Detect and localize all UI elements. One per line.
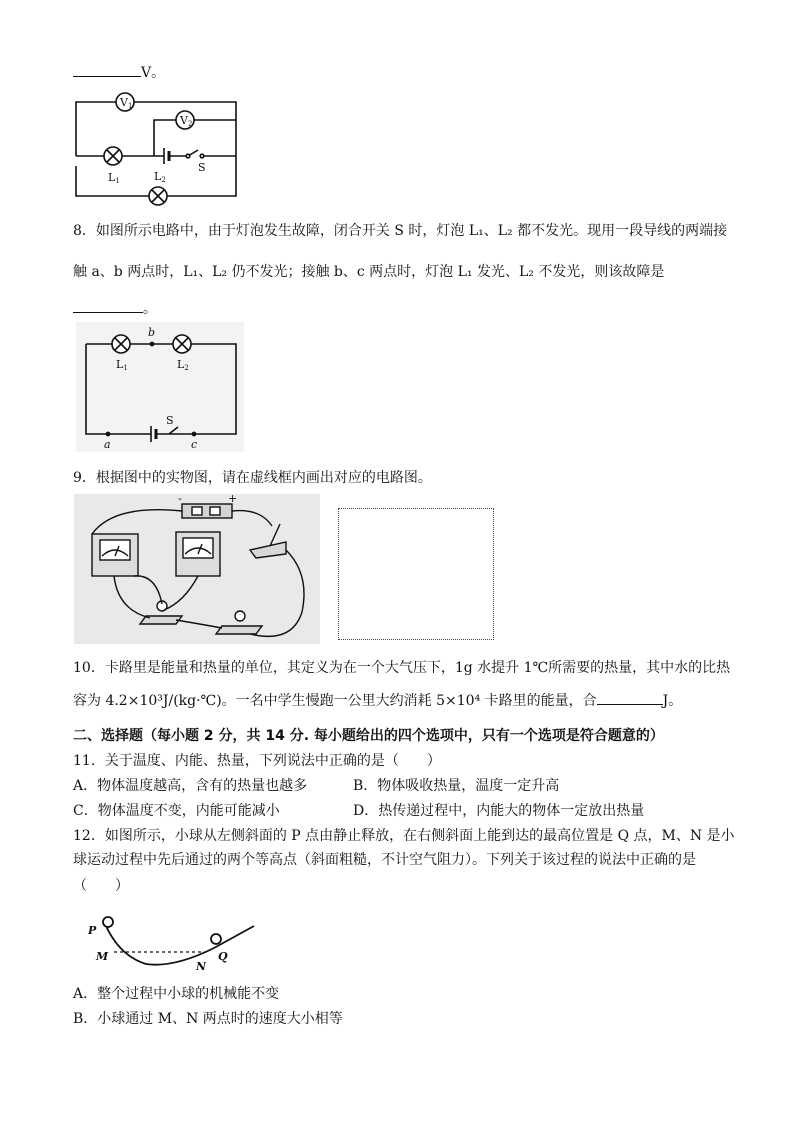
q11-option-c[interactable]: C．物体温度不变，内能可能减小 [73, 803, 280, 819]
q7-l2-label: L2 [154, 170, 166, 184]
q12-line2: 球运动过程中先后通过的两个等高点（斜面粗糙，不计空气阻力）。下列关于该过程的说法中正确的是 [73, 852, 696, 868]
q8-c-label: c [191, 438, 198, 451]
q10-line1: 10．卡路里是能量和热量的单位，其定义为在一个大气压下，1g 水提升 1℃所需要的热量，其中水的比热 [73, 660, 731, 676]
q8-s-label: S [166, 414, 174, 427]
q7-v1-label: V1 [120, 96, 133, 110]
q12-m-label: M [96, 950, 109, 963]
q10-line2-b: J。 [662, 693, 683, 709]
q8-blank[interactable] [73, 298, 143, 313]
q8-line1: 8．如图所示电路中，由于灯泡发生故障，闭合开关 S 时，灯泡 L₁、L₂ 都不发光。现用一段导线的两端接 [73, 223, 728, 239]
q7-answer-line [73, 62, 165, 83]
q10-blank[interactable] [597, 690, 663, 705]
q8-line2: 触 a、b 两点时，L₁、L₂ 仍不发光；接触 b、c 两点时，灯泡 L₁ 发光、L₂ 不发光，则该故障是 [73, 264, 665, 280]
q9-apparatus-picture [74, 494, 320, 644]
q11-option-d[interactable]: D．热传递过程中，内能大的物体一定放出热量 [353, 803, 645, 819]
section2-heading: 二、选择题（每小题 2 分，共 14 分. 每小题给出的四个选项中，只有一个选项是符合题意的） [73, 728, 664, 744]
q9-minus-label: - [178, 492, 182, 505]
q11-option-b[interactable]: B．物体吸收热量，温度一定升高 [353, 778, 560, 794]
q12-line1: 12．如图所示，小球从左侧斜面的 P 点由静止释放，在右侧斜面上能到达的最高位置是 Q 点，M、N 是小 [73, 828, 735, 844]
q10-line2 [73, 690, 682, 711]
q8-circuit-diagram [76, 322, 244, 452]
q7-circuit-diagram [68, 88, 243, 200]
q8-l2-label: L2 [177, 358, 189, 372]
q11-stem: 11．关于温度、内能、热量，下列说法中正确的是（ ） [73, 753, 441, 769]
q12-option-b[interactable]: B．小球通过 M、N 两点时的速度大小相等 [73, 1011, 343, 1027]
q12-p-label: P [88, 924, 97, 937]
q7-l1-label: L1 [108, 171, 120, 185]
q12-line3: （ ） [73, 878, 129, 894]
q12-slope-diagram [86, 912, 256, 974]
q7-blank[interactable] [73, 62, 141, 77]
q9-text: 9．根据图中的实物图，请在虚线框内画出对应的电路图。 [73, 470, 432, 486]
q7-s-label: S [198, 161, 206, 174]
q8-b-label: b [148, 326, 156, 339]
q11-option-a[interactable]: A．物体温度越高，含有的热量也越多 [73, 778, 308, 794]
q9-answer-box[interactable] [338, 508, 494, 640]
q8-l1-label: L1 [116, 358, 128, 372]
q12-option-a[interactable]: A．整个过程中小球的机械能不变 [73, 986, 280, 1002]
q8-a-label: a [104, 438, 111, 451]
q10-line2-a: 容为 4.2×10³J/(kg·℃)。一名中学生慢跑一公里大约消耗 5×10⁴ 卡路里的能量，合 [73, 693, 597, 709]
q7-v2-label: V2 [180, 114, 193, 128]
q12-q-label: Q [218, 950, 228, 963]
q9-plus-label: + [228, 492, 238, 505]
q8-answer-line [73, 298, 157, 319]
q7-tail: V。 [141, 65, 166, 81]
q8-tail: 。 [143, 301, 157, 317]
q12-n-label: N [196, 960, 207, 973]
